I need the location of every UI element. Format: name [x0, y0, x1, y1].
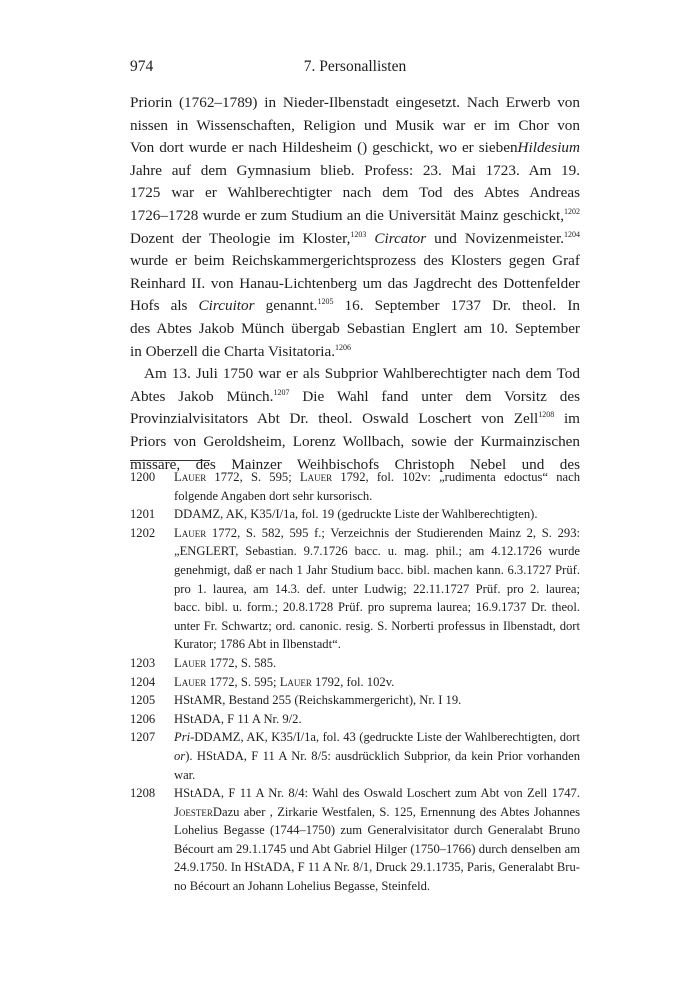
text-run: 1772, S. 585. — [206, 655, 277, 670]
footnote-line — [174, 821, 580, 840]
footnote-line — [174, 673, 580, 692]
text-run: genehmigt, daß er nach 1 Jahr Studium bacc. bibl. machen kann. 6.3.1727 Prüf. — [174, 562, 580, 577]
text-run: folgende Angaben dort sehr kursorisch. — [174, 488, 373, 503]
body-line — [130, 137, 580, 160]
text-run: Am 13. Juli 1750 war er als Subprior Wahlberechtigter nach dem Tod — [144, 365, 580, 383]
text-run: war. — [174, 767, 196, 782]
footnote-ref: 1203 — [350, 229, 367, 239]
footnote-line — [174, 766, 580, 785]
text-run: 1725 war er Wahlberechtigter nach dem Tod des Abtes Andreas — [130, 184, 580, 202]
body-line — [130, 115, 580, 138]
footnote-line — [174, 710, 580, 729]
footnote-line — [174, 468, 580, 487]
running-title: 7. Personallisten — [303, 58, 407, 75]
page-header — [130, 58, 580, 80]
text-run: Von dort wurde er nach Hildesheim ( — [130, 139, 363, 157]
footnote — [130, 524, 580, 654]
footnotes — [130, 468, 580, 896]
footnote-ref: 1202 — [564, 206, 580, 216]
text-run: 1726–1728 wurde er zum Studium an die Universität Mainz geschickt, — [130, 206, 564, 224]
text-run: pro 1. laurea, am 14.3. def. unter Ludwig; 22.11.1727 Prüf. pro 2. laurea; — [174, 581, 580, 596]
text-run: bacc. bibl. u. form.; 20.8.1728 Prüf. pro suprema laurea; 16.9.1737 Dr. theol. — [174, 600, 580, 615]
footnote-line — [174, 691, 580, 710]
footnote-line — [174, 747, 580, 766]
footnote-ref: 1204 — [564, 229, 580, 239]
footnote-line — [174, 654, 580, 673]
footnote-line — [174, 877, 580, 896]
italic-text: Circuitor — [198, 297, 255, 315]
text-run: Reinhard II. von Hanau-Lichtenberg um das Jagdrecht des Dottenfelder — [130, 274, 580, 292]
text-run: Hofs als — [130, 297, 199, 315]
text-run: des Abtes Jakob Münch übergab Sebastian Englert am 10. September — [130, 319, 580, 337]
footnote-ref: 1207 — [273, 387, 290, 397]
body-line — [130, 295, 580, 318]
text-run: 24.9.1750. In HStADA, F 11 A Nr. 8/1, Druck 29.1.1735, Paris, Generalabt Bru- — [174, 860, 580, 875]
footnote — [130, 673, 580, 692]
main-text — [130, 92, 580, 476]
footnote-line — [174, 840, 580, 859]
text-run: no Bécourt an Johann Lohelius Begasse, Steinfeld. — [174, 879, 431, 894]
text-run: ) geschickt, wo er sieben — [362, 139, 518, 157]
text-run: Jahre auf dem Gymnasium blieb. Profess: 23. Mai 1723. Am 19. — [130, 161, 580, 179]
footnote — [130, 505, 580, 524]
text-run: 1792, fol. 102v. — [311, 674, 395, 689]
text-run: wurde er beim Reichskammergerichtsprozess des Klosters gegen Graf — [130, 252, 580, 270]
text-run: DDAMZ, AK, K35/I/1a, fol. 19 (gedruckte Liste der Wahlberechtigten). — [174, 507, 538, 522]
text-run: Abtes Jakob Münch. — [130, 387, 274, 405]
small-caps-author: Lauer — [174, 674, 207, 689]
text-run: Die Wahl fand unter dem Vorsitz des — [302, 387, 580, 405]
footnote — [130, 691, 580, 710]
footnote — [130, 468, 580, 505]
text-run: Kurator; 1786 Abt in Ilbenstadt“. — [174, 637, 341, 652]
body-line — [130, 363, 580, 386]
page-number: 974 — [130, 58, 154, 75]
text-run: HStADA, F 11 A Nr. 9/2. — [174, 711, 302, 726]
footnote-line — [174, 561, 580, 580]
text-run: Bécourt am 29.1.1745 und Abt Gabriel Hilger (1750–1766) durch denselben am — [174, 841, 580, 856]
small-caps-author: Joester — [174, 804, 213, 819]
footnote-line — [174, 784, 580, 803]
footnote-number: 1202 — [130, 525, 156, 540]
body-line — [130, 228, 580, 251]
text-run: 16. September 1737 Dr. theol. In — [344, 297, 580, 315]
text-run: nissen in Wissenschaften, Religion und Musik war er im Chor von — [130, 116, 580, 134]
footnote-line — [174, 598, 580, 617]
footnote-ref: 1205 — [317, 297, 334, 307]
footnote-line — [174, 728, 580, 747]
text-run: Priors von Geroldsheim, Lorenz Wollbach, sowie der Kurmainzischen — [130, 432, 580, 450]
footnote-number: 1208 — [130, 786, 156, 801]
small-caps-author: Lauer — [174, 525, 207, 540]
text-run: Dozent der Theologie im Kloster, — [130, 229, 351, 247]
body-line — [130, 341, 580, 364]
body-line — [130, 386, 580, 409]
text-run: und Novizenmeister. — [426, 229, 564, 247]
text-run: HStADA, F 11 A Nr. 8/4: Wahl des Oswald Loschert zum Abt von Zell 1747. — [174, 786, 580, 801]
body-line — [130, 431, 580, 454]
body-line — [130, 408, 580, 431]
text-run: 1772, S. 595; — [206, 470, 300, 484]
text-run: genannt. — [254, 297, 318, 315]
text-run: unter Fr. Schwartz; ord. canonic. resig. S. Norberti professus in Ilbenstadt, dort — [174, 618, 580, 633]
text-run: HStAMR, Bestand 255 (Reichskammergericht), Nr. I 19. — [174, 693, 462, 708]
footnote-line — [174, 505, 580, 524]
italic-text: or — [174, 748, 186, 763]
body-line — [130, 250, 580, 273]
footnote — [130, 728, 580, 784]
footnote-line — [174, 803, 580, 822]
text-run: im — [563, 410, 580, 428]
footnote-line — [174, 542, 580, 561]
footnote-number: 1200 — [130, 470, 156, 484]
text-run: Dazu aber — [212, 804, 270, 819]
footnote-line — [174, 487, 580, 506]
footnote — [130, 784, 580, 896]
footnote — [130, 710, 580, 729]
text-run: 1792, fol. 102v: „rudimenta edoctus“ nach — [340, 470, 580, 484]
text-run: Priorin (1762–1789) in Nieder-Ilbenstadt eingesetzt. Nach Erwerb von — [130, 94, 580, 111]
small-caps-author: Lauer — [174, 470, 207, 484]
footnote-line — [174, 524, 580, 543]
footnote-ref: 1208 — [538, 410, 555, 420]
footnote-number: 1205 — [130, 693, 156, 708]
footnote-separator — [130, 460, 210, 461]
footnote — [130, 654, 580, 673]
text-run: 1772, S. 582, 595 f.; Verzeichnis der Studierenden Mainz 2, S. 293: — [206, 525, 580, 540]
footnote-number: 1201 — [130, 507, 156, 522]
footnote-line — [174, 617, 580, 636]
text-run: „ENGLERT, Sebastian. 9.7.1726 bacc. u. mag. phil.; am 4.12.1726 wurde — [174, 544, 580, 559]
footnote-ref: 1206 — [335, 342, 352, 352]
text-run: Lohelius Begasse (1744–1750) zum Generalvisitator durch Generalabt Bruno — [174, 823, 580, 838]
text-run: , Zirkarie Westfalen, S. 125, Ernennung des Abtes Johannes — [269, 804, 580, 819]
footnote-number: 1204 — [130, 674, 156, 689]
text-run: missare, des Mainzer Weihbischofs Christoph Nebel und des — [130, 455, 580, 473]
footnote-line — [174, 858, 580, 877]
italic-text: Hildesium — [517, 139, 580, 157]
body-line — [130, 160, 580, 183]
footnote-number: 1207 — [130, 730, 156, 745]
italic-text: Circator — [374, 229, 427, 247]
body-line — [130, 205, 580, 228]
text-run: DDAMZ, AK, K35/I/1a, fol. 43 (gedruckte Liste der Wahlberechtigten, dort — [194, 730, 580, 745]
footnote-line — [174, 635, 580, 654]
small-caps-author: Lauer — [299, 470, 333, 484]
small-caps-author: Lauer — [174, 655, 207, 670]
italic-text: Pri- — [174, 730, 195, 745]
text-run: in Oberzell die Charta Visitatoria. — [130, 342, 336, 360]
footnote-number: 1203 — [130, 655, 156, 670]
body-line — [130, 182, 580, 205]
text-run: ). HStADA, F 11 A Nr. 8/5: ausdrücklich Subprior, da kein Prior vorhanden — [185, 748, 580, 763]
text-run: 1772, S. 595; — [206, 674, 280, 689]
body-line — [130, 318, 580, 341]
body-line — [130, 273, 580, 296]
small-caps-author: Lauer — [279, 674, 312, 689]
text-run: Provinzialvisitators Abt Dr. theol. Oswald Loschert von Zell — [130, 410, 539, 428]
body-line — [130, 92, 580, 115]
footnote-number: 1206 — [130, 711, 156, 726]
footnote-line — [174, 580, 580, 599]
